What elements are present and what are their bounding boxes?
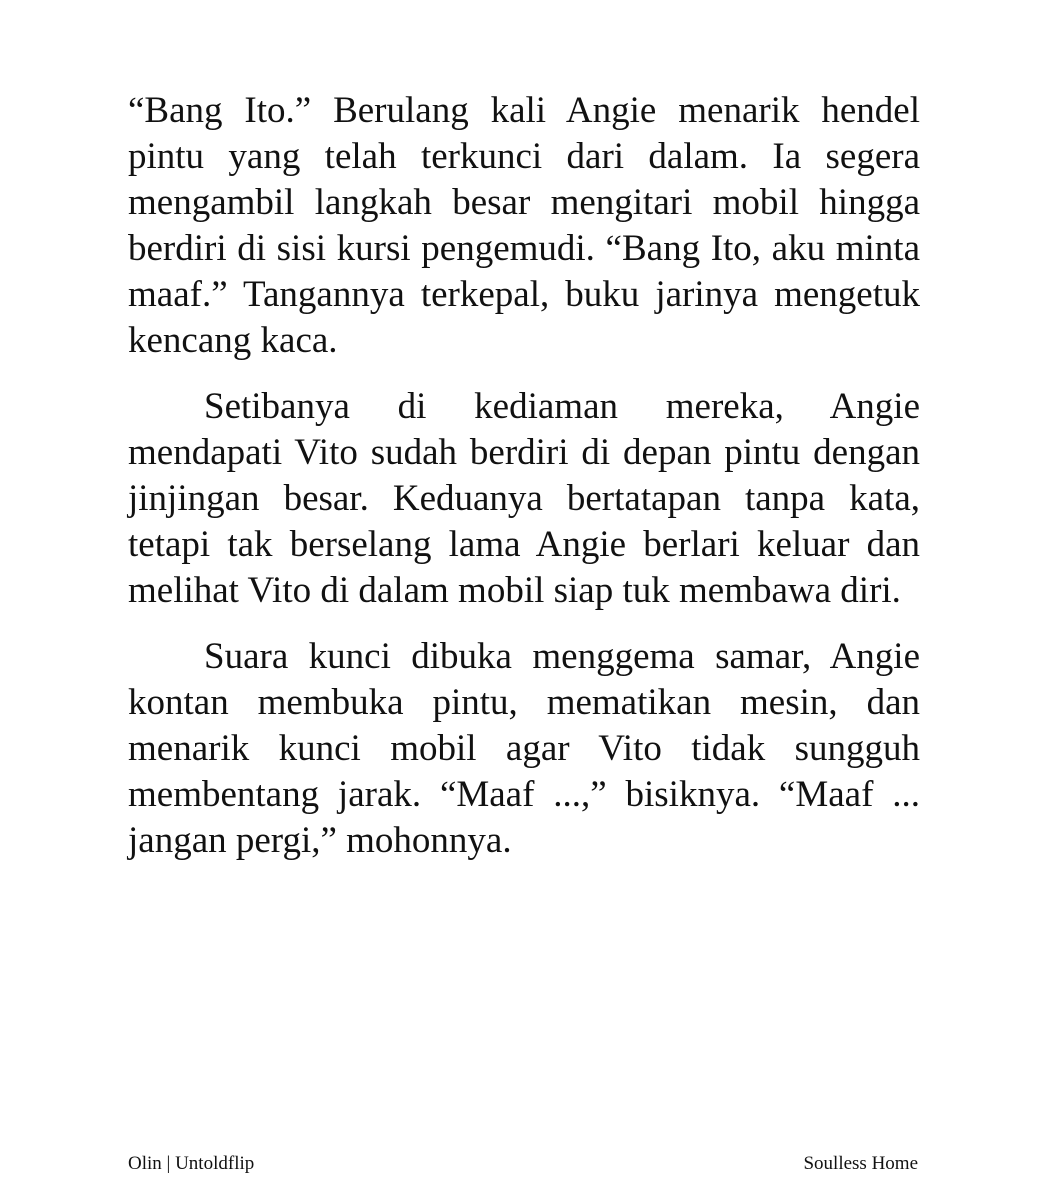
paragraph-3: Suara kunci dibuka menggema samar, Angie kontan membuka pintu, mematikan mesin, dan menarik kunci mobil agar Vito tidak sungguh membentang jarak. “Maaf ...,” bisiknya. “Maaf ... jangan pergi,” mohonnya. — [128, 636, 920, 861]
footer-book-title: Soulless Home — [803, 1153, 918, 1174]
paragraph-1: “Bang Ito.” Berulang kali Angie menarik hendel pintu yang telah terkunci dari dalam. Ia segera mengambil langkah besar mengitari mobil hingga berdiri di sisi kursi pengemudi. “Bang Ito, aku minta maaf.” Tangannya terkepal, buku jarinya mengetuk kencang kaca. — [128, 90, 920, 361]
paragraph-2: Setibanya di kediaman mereka, Angie mendapati Vito sudah berdiri di depan pintu dengan jinjingan besar. Keduanya bertatapan tanpa kata, tetapi tak berselang lama Angie berlari keluar dan melihat Vito di dalam mobil siap tuk membawa diri. — [128, 386, 920, 611]
footer-author: Olin | Untoldflip — [128, 1153, 255, 1174]
body-text — [128, 88, 920, 884]
